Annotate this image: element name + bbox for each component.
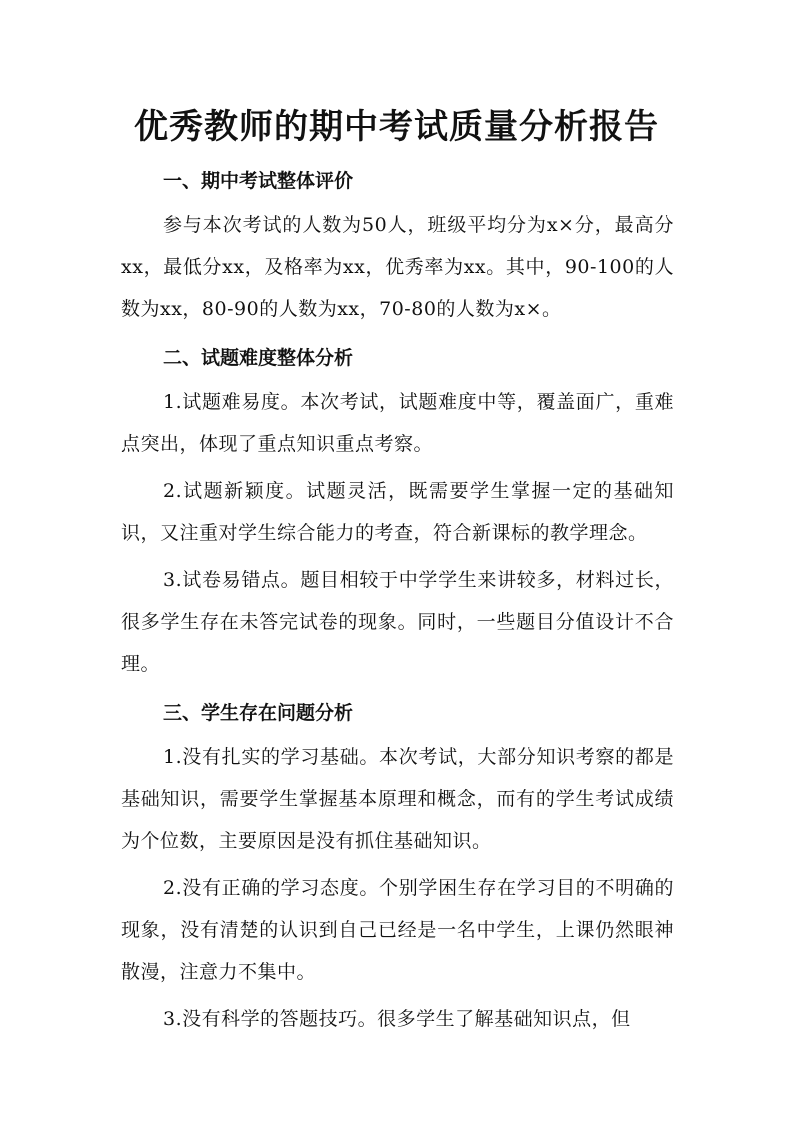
section-heading: 一、期中考试整体评价 bbox=[163, 170, 354, 192]
document-body bbox=[121, 158, 674, 1040]
paragraph: 2.试题新颖度。试题灵活，既需要学生掌握一定的基础知识，又注重对学生综合能力的考查，符合新课标的教学理念。 bbox=[121, 480, 674, 544]
paragraph: 3.没有科学的答题技巧。很多学生了解基础知识点，但 bbox=[163, 1008, 631, 1030]
paragraph: 1.没有扎实的学习基础。本次考试，大部分知识考察的都是基础知识，需要学生掌握基本原理和概念，而有的学生考试成绩为个位数，主要原因是没有抓住基础知识。 bbox=[121, 746, 674, 852]
paragraph: 1.试题难易度。本次考试，试题难度中等，覆盖面广，重难点突出，体现了重点知识重点考察。 bbox=[121, 391, 674, 455]
paragraph: 参与本次考试的人数为50人，班级平均分为x×分，最高分xx，最低分xx，及格率为xx，优秀率为xx。其中，90-100的人数为xx，80-90的人数为xx，70-80的人数为x×。 bbox=[121, 214, 674, 320]
paragraph: 2.没有正确的学习态度。个别学困生存在学习目的不明确的现象，没有清楚的认识到自己已经是一名中学生，上课仍然眼神散漫，注意力不集中。 bbox=[121, 877, 674, 983]
section-heading: 二、试题难度整体分析 bbox=[163, 347, 354, 369]
section-heading: 三、学生存在问题分析 bbox=[163, 702, 354, 724]
document-title: 优秀教师的期中考试质量分析报告 bbox=[134, 107, 659, 147]
paragraph: 3.试卷易错点。题目相较于中学学生来讲较多，材料过长，很多学生存在未答完试卷的现象。同时，一些题目分值设计不合理。 bbox=[121, 569, 674, 675]
